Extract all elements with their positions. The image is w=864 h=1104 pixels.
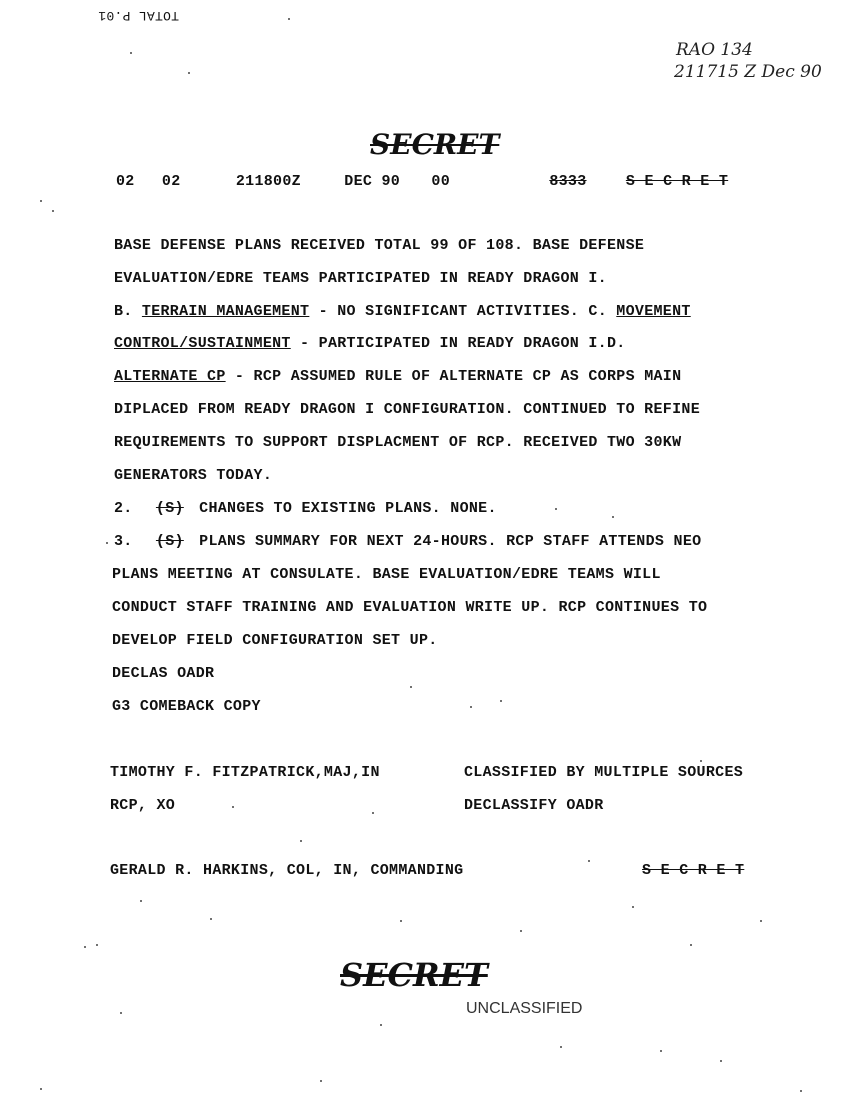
classification-stamp-top: SECRET bbox=[370, 128, 500, 161]
body-line-8: GENERATORS TODAY. bbox=[114, 467, 273, 484]
body-line-1: BASE DEFENSE PLANS RECEIVED TOTAL 99 OF 108. BASE DEFENSE bbox=[114, 237, 645, 254]
signer-title: RCP, XO bbox=[110, 797, 176, 814]
body-line-9: 2. (S) CHANGES TO EXISTING PLANS. NONE. bbox=[114, 500, 497, 517]
commander-line: GERALD R. HARKINS, COL, IN, COMMANDING bbox=[110, 862, 464, 879]
body-line-10: 3. (S) PLANS SUMMARY FOR NEXT 24-HOURS. RCP STAFF ATTENDS NEO bbox=[114, 533, 702, 550]
classification-stamp-bottom: SECRET bbox=[340, 956, 488, 994]
header-dtg: 211800Z bbox=[235, 173, 301, 190]
header-field-2: 02 bbox=[161, 173, 181, 190]
body-line-7: REQUIREMENTS TO SUPPORT DISPLACMENT OF RCP. RECEIVED TWO 30KW bbox=[114, 434, 682, 451]
declassify-instruction: DECLASSIFY OADR bbox=[464, 797, 604, 814]
body-line-13: DEVELOP FIELD CONFIGURATION SET UP. bbox=[112, 632, 438, 649]
message-header bbox=[116, 173, 728, 190]
portion-marking: (S) bbox=[155, 533, 184, 550]
heading-terrain-management: TERRAIN MANAGEMENT bbox=[141, 303, 310, 320]
body-line-2: EVALUATION/EDRE TEAMS PARTICIPATED IN READY DRAGON I. bbox=[114, 270, 607, 287]
heading-alternate-cp: ALTERNATE CP bbox=[114, 368, 226, 385]
portion-marking: (S) bbox=[155, 500, 184, 517]
handwritten-dtg: 211715 Z Dec 90 bbox=[674, 62, 822, 82]
body-line-11: PLANS MEETING AT CONSULATE. BASE EVALUATION/EDRE TEAMS WILL bbox=[112, 566, 661, 583]
body-line-12: CONDUCT STAFF TRAINING AND EVALUATION WRITE UP. RCP CONTINUES TO bbox=[112, 599, 708, 616]
body-line-3: B. TERRAIN MANAGEMENT - NO SIGNIFICANT ACTIVITIES. C. MOVEMENT bbox=[114, 303, 691, 320]
declas-line: DECLAS OADR bbox=[112, 665, 215, 682]
handwritten-reference: RAO 134 bbox=[676, 40, 753, 60]
heading-control-sustainment: CONTROL/SUSTAINMENT bbox=[114, 335, 291, 352]
body-line-4: CONTROL/SUSTAINMENT - PARTICIPATED IN READY DRAGON I.D. bbox=[114, 335, 626, 352]
header-classification: S E C R E T bbox=[625, 173, 729, 190]
classified-by: CLASSIFIED BY MULTIPLE SOURCES bbox=[464, 764, 744, 781]
body-line-5: ALTERNATE CP - RCP ASSUMED RULE OF ALTERNATE CP AS CORPS MAIN bbox=[114, 368, 682, 385]
comeback-copy-line: G3 COMEBACK COPY bbox=[112, 698, 261, 715]
header-month: DEC 90 bbox=[344, 173, 401, 190]
header-code: 8333 bbox=[549, 173, 587, 190]
fax-total-pages: TOTAL P.01 bbox=[98, 8, 180, 23]
unclassified-label: UNCLASSIFIED bbox=[466, 1000, 583, 1017]
heading-movement: MOVEMENT bbox=[616, 303, 691, 320]
body-line-6: DIPLACED FROM READY DRAGON I CONFIGURATION. CONTINUED TO REFINE bbox=[114, 401, 700, 418]
signature-classification: S E C R E T bbox=[642, 862, 745, 879]
signer-name: TIMOTHY F. FITZPATRICK,MAJ,IN bbox=[110, 764, 380, 781]
header-field-3: 00 bbox=[431, 173, 451, 190]
header-field-1: 02 bbox=[116, 173, 135, 190]
